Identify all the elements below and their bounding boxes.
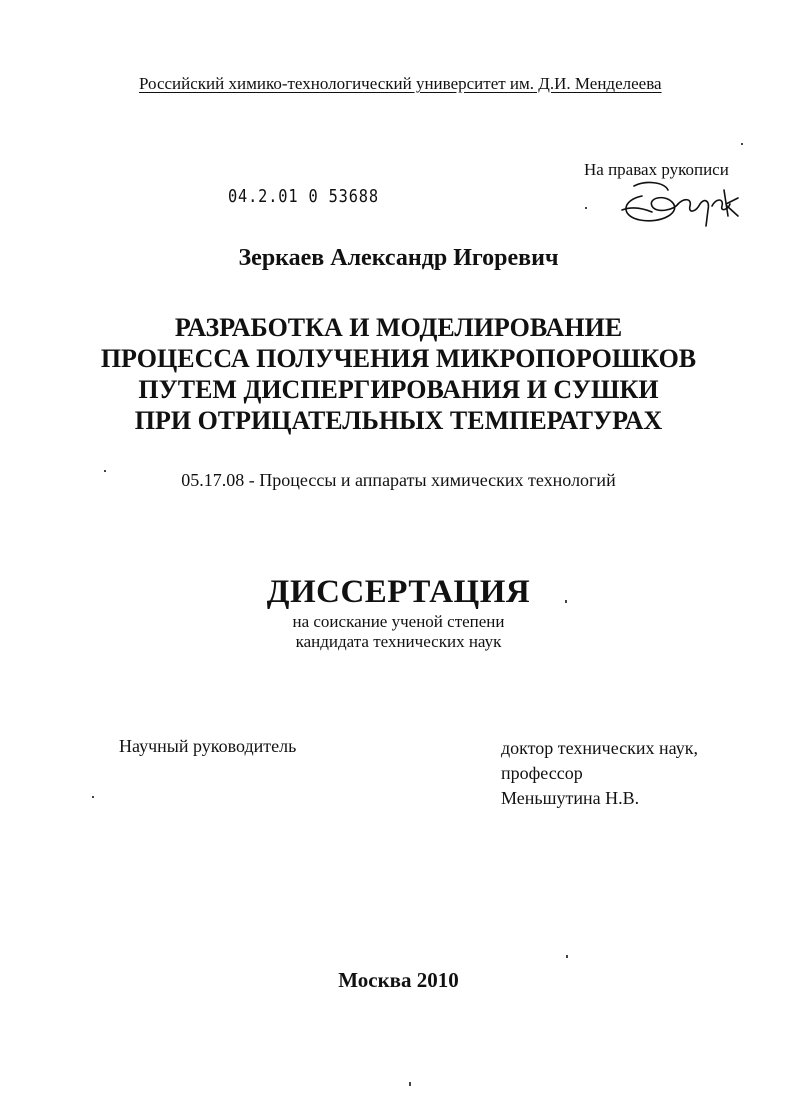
- document-type: ДИССЕРТАЦИЯ: [266, 574, 531, 610]
- supervisor-details: [501, 736, 698, 811]
- scan-speck: [409, 1082, 411, 1086]
- dissertation-title: [0, 312, 797, 436]
- degree-line: на соискание ученой степени: [292, 612, 505, 631]
- title-line: ПРОЦЕССА ПОЛУЧЕНИЯ МИКРОПОРОШКОВ: [100, 344, 697, 373]
- title-line: РАЗРАБОТКА И МОДЕЛИРОВАНИЕ: [174, 313, 623, 342]
- degree-line: кандидата технических наук: [295, 632, 502, 651]
- title-line: ПУТЕМ ДИСПЕРГИРОВАНИЯ И СУШКИ: [138, 375, 659, 404]
- scan-speck: [566, 955, 568, 958]
- title-line: ПРИ ОТРИЦАТЕЛЬНЫХ ТЕМПЕРАТУРАХ: [134, 406, 663, 435]
- author-name: Зеркаев Александр Игоревич: [238, 245, 559, 271]
- city-year: Москва 2010: [338, 968, 459, 992]
- manuscript-note: На правах рукописи: [584, 160, 729, 179]
- scan-speck: [565, 600, 567, 603]
- scan-speck: [92, 796, 94, 798]
- registration-stamp-number: 04.2.01 0 53688: [228, 186, 379, 207]
- supervisor-rank: профессор: [501, 763, 583, 783]
- supervisor-label: Научный руководитель: [119, 736, 297, 756]
- specialty-code: 05.17.08 - Процессы и аппараты химических технологий: [181, 470, 616, 490]
- scan-speck: [104, 470, 106, 472]
- university-name: Российский химико-технологический университет им. Д.И. Менделеева: [139, 74, 662, 93]
- supervisor-name: Меньшутина Н.В.: [501, 788, 640, 808]
- supervisor-degree: доктор технических наук,: [501, 738, 698, 758]
- signature-image: [612, 176, 742, 236]
- scan-speck: [585, 207, 587, 209]
- scan-speck: [741, 143, 743, 145]
